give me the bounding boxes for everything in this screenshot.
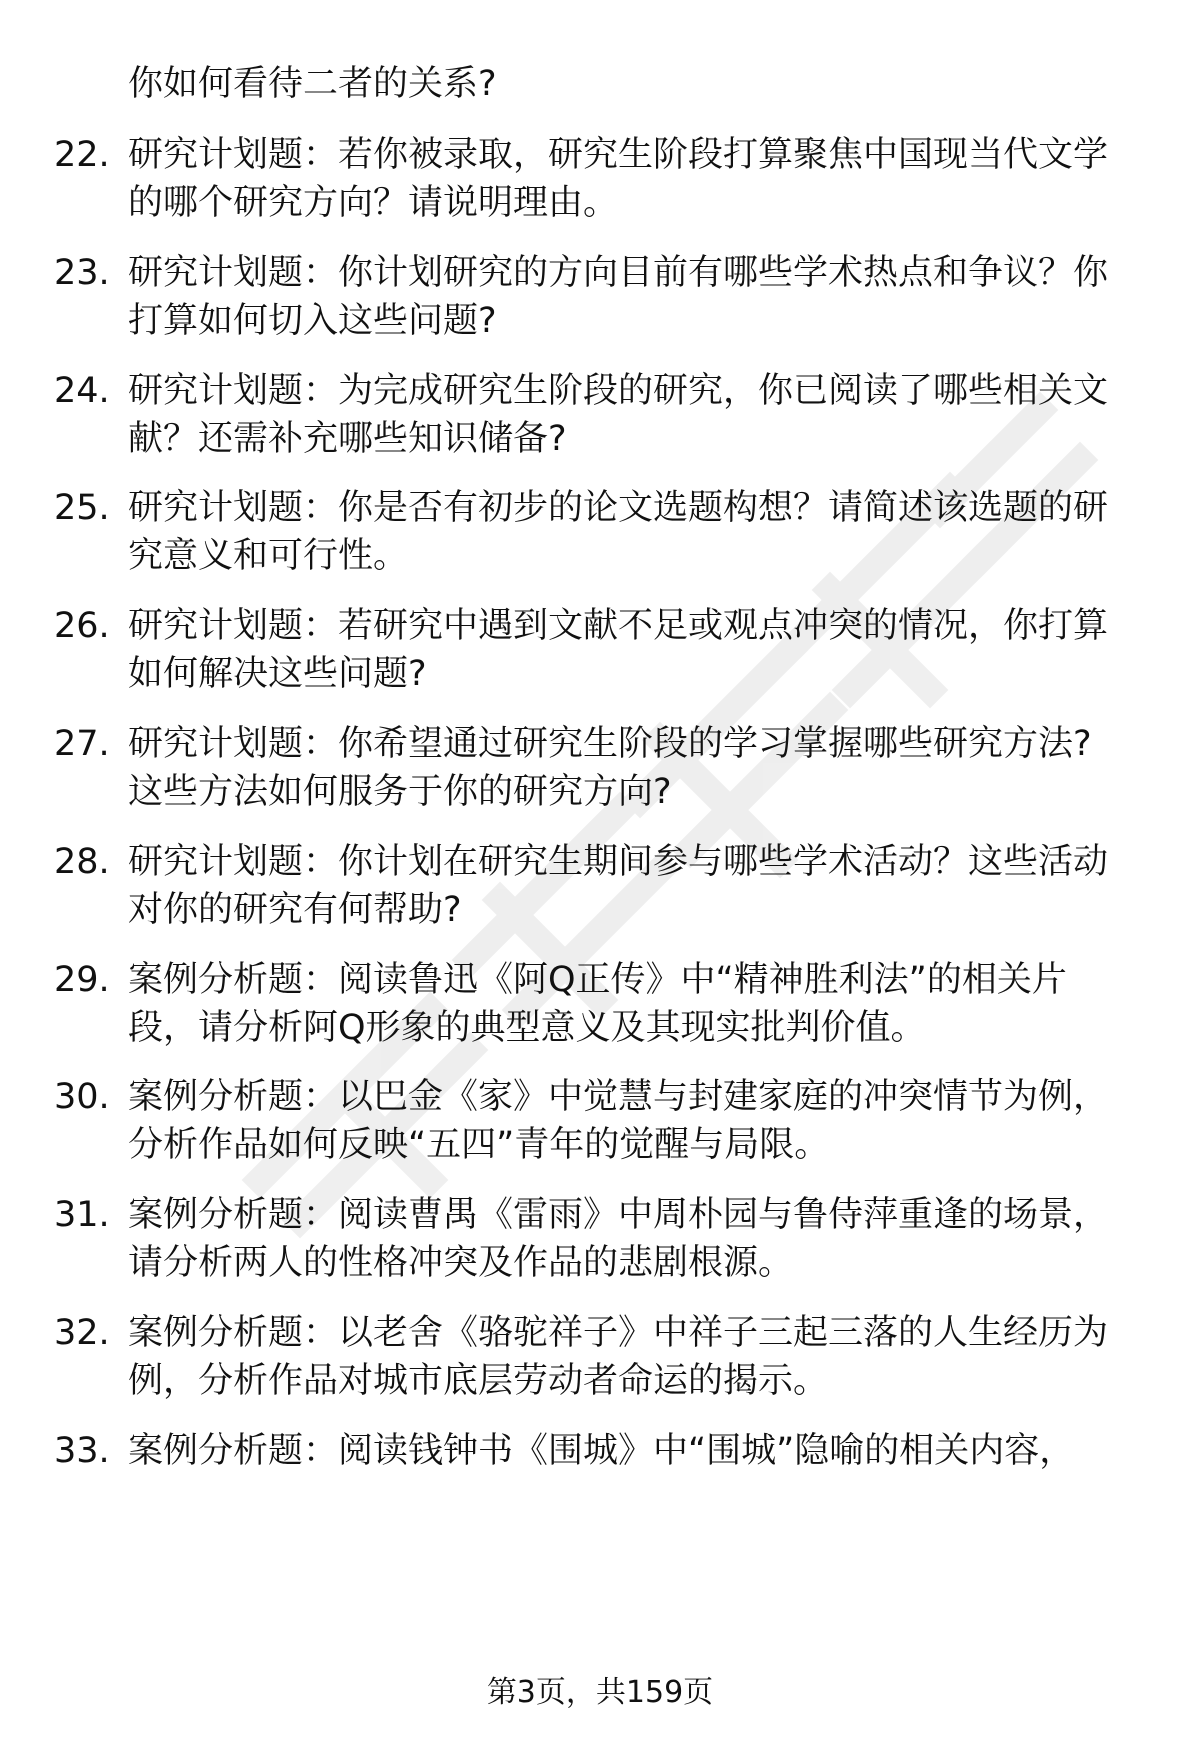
question-number: 31. [54,1195,110,1235]
question-text-line: 请分析两人的性格冲突及作品的悲剧根源。 [128,1243,794,1283]
question-text-line: 的哪个研究方向？请说明理由。 [128,183,619,223]
question-text-line: 案例分析题：阅读曹禺《雷雨》中周朴园与鲁侍萍重逢的场景， [128,1195,1109,1235]
question-text-line: 案例分析题：阅读鲁迅《阿Q正传》中“精神胜利法”的相关片 [128,960,1067,1000]
question-number: 32. [54,1313,110,1353]
question-text-line: 如何解决这些问题? [128,654,427,694]
question-text [128,367,1140,463]
question-text-line: 研究计划题：你计划研究的方向目前有哪些学术热点和争议？你 [128,253,1109,293]
question-text [128,249,1140,345]
question-text-line: 打算如何切入这些问题? [128,301,497,341]
question-number: 24. [54,371,110,411]
question-text-line: 研究计划题：你计划在研究生期间参与哪些学术活动？这些活动 [128,842,1109,882]
question-text-line: 例，分析作品对城市底层劳动者命运的揭示。 [128,1361,829,1401]
question-text-line: 分析作品如何反映“五四”青年的觉醒与局限。 [128,1125,830,1165]
question-number: 25. [54,488,110,528]
question-text-line: 案例分析题：以老舍《骆驼祥子》中祥子三起三落的人生经历为 [128,1313,1109,1353]
question-text-line: 献？还需补充哪些知识储备? [128,419,567,459]
page-footer: 第3页，共159页 [486,1675,714,1710]
question-text-line: 研究计划题：你希望通过研究生阶段的学习掌握哪些研究方法? [128,724,1092,764]
question-text-line: 究意义和可行性。 [128,536,409,576]
question-text [128,131,1140,227]
question-text [128,838,1140,934]
question-text-line: 研究计划题：若你被录取，研究生阶段打算聚焦中国现当代文学 [128,135,1109,175]
question-number: 26. [54,606,110,646]
question-text [128,720,1140,816]
question-text [128,484,1140,580]
question-number: 33. [54,1431,110,1471]
question-number: 27. [54,724,110,764]
question-text [128,1073,1140,1169]
continuation-line: 你如何看待二者的关系? [128,64,497,104]
question-text-line: 研究计划题：为完成研究生阶段的研究，你已阅读了哪些相关文 [128,371,1109,411]
question-text-line: 研究计划题：若研究中遇到文献不足或观点冲突的情况，你打算 [128,606,1109,646]
question-text [128,602,1140,698]
question-text-line: 对你的研究有何帮助? [128,890,462,930]
question-text-line: 这些方法如何服务于你的研究方向? [128,772,672,812]
question-number: 28. [54,842,110,882]
question-text [128,1309,1140,1405]
question-number: 29. [54,960,110,1000]
question-number: 30. [54,1077,110,1117]
question-text-line: 案例分析题：以巴金《家》中觉慧与封建家庭的冲突情节为例， [128,1077,1109,1117]
question-text [128,1427,1140,1475]
question-number: 22. [54,135,110,175]
question-text [128,1191,1140,1287]
question-text-line: 研究计划题：你是否有初步的论文选题构想？请简述该选题的研 [128,488,1109,528]
question-number: 23. [54,253,110,293]
question-text [128,956,1140,1052]
question-text-line: 案例分析题：阅读钱钟书《围城》中“围城”隐喻的相关内容， [128,1431,1075,1471]
question-text-line: 段，请分析阿Q形象的典型意义及其现实批判价值。 [128,1008,926,1048]
